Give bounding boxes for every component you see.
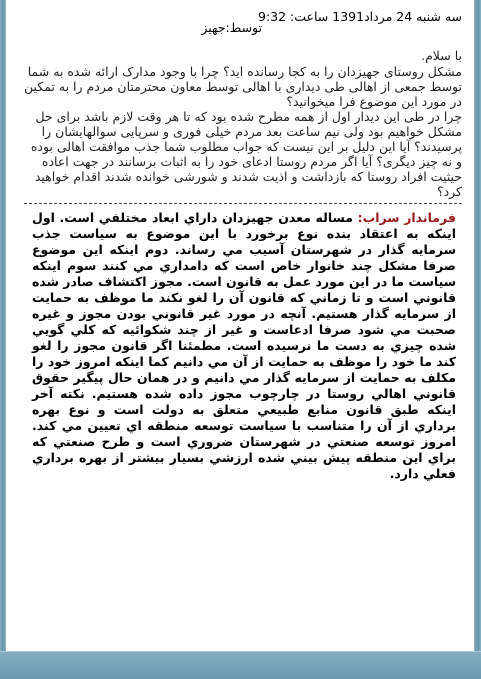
answer-speaker: فرماندار سراب: <box>357 210 456 225</box>
desktop-edge-left <box>0 0 3 679</box>
taskbar <box>0 651 481 679</box>
question-paragraph-1: مشکل روستای جهیزدان را به کجا رسانده اید؟ چرا با وجود مدارک ارائه شده به شما توسط جمعی از اهالی طی دیداری با اهالی توسط معاون محترمتان مردم را به تمکین در مورد این موضوع فرا میخوانید؟ <box>24 64 462 109</box>
question-greeting: با سلام. <box>421 48 462 63</box>
dashed-separator <box>24 203 462 204</box>
post-header <box>6 0 474 48</box>
post-author: توسط:جهیز <box>201 20 262 35</box>
content-window <box>5 0 475 652</box>
answer-body: مساله معدن جهيزدان داراي ابعاد مختلفي است. اول اينكه به اعتقاد بنده نوع برخورد با اين موضوع به سياست جذب سرمايه گذار در شهرستان آسيب مي رساند. دوم اينكه اين موضوع صرفا مشكل چند خانوار خاص است كه دامداري مي كنند سوم اينكه سياست ما در اين مورد عمل به قانون است. مجوز اكتشاف صادر شده قانوني است و تا زماني كه قانون آن را لغو نكند ما موظف به حمايت از سرمايه گذار هستيم. آنچه در مورد غير قانوني بودن مجوز و غيره صحبت مي شود صرفا ادعاست و غير از چند شكوائيه كه كلي گويي شده چيزي به دست ما نرسيده است. مطمئنا اگر قانون مجوز را لغو كند ما خود را موظف به حمايت از آن مي دانيم كما اينكه امروز خود را مكلف به حمايت از سرمايه گذار مي دانيم و در همان حال پيگير حقوق قانوني اهالي روستا در چارچوب مجوز داده شده هستيم. نكته آخر اينكه طبق قانون منابع طبيعي متعلق به دولت است و نوع بهره برداري از آن را متناسب با سياست توسعه منطقه اي تعيين مي كند. امروز توسعه صنعتي در شهرستان ضروري است و طرح صنعتي كه براي اين منطقه پيش بيني شده ارزشي بسيار بيشتر از بهره برداري فعلي دارد. <box>32 210 456 481</box>
question-text <box>6 48 474 199</box>
answer-text <box>6 210 474 482</box>
question-paragraph-2: چرا در طی این دیدار اول از همه مطرح شده بود که تا هر وقت لازم باشد برای حل مشکل خواهیم بود ولی نیم ساعت بعد مردم خیلی فوری و سرپایی سوالهایشان را پرسیدند؟ آیا این دلیل بر این نیست که جواب مطلوب شما جذب موافقت اهالی بوده و نه چیز دیگری؟ آیا اگر مردم روستا ادعای خود را به اثبات برسانند در جهت اعاده حیثیت افراد روستا که بازداشت و اذیت شدند و شورشی خوانده شدند اقدام خواهید کرد؟ <box>30 109 462 199</box>
post-date: سه شنبه 24 مرداد1391 ساعت: 9:32 <box>258 9 462 24</box>
